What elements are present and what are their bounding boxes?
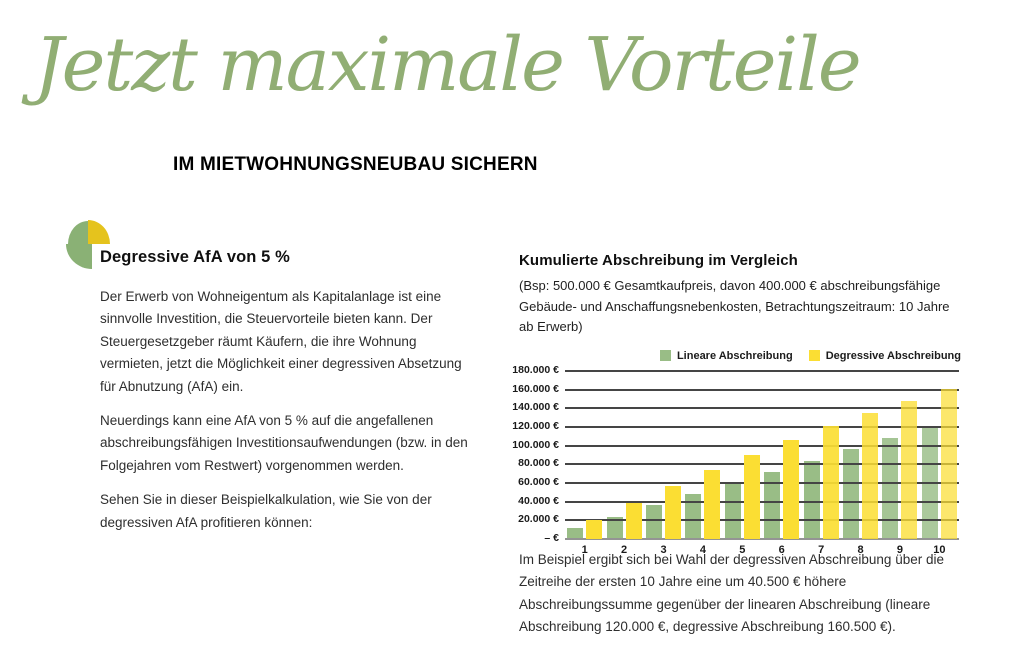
leaf-bottom-green (66, 244, 92, 269)
bar-degressive (941, 389, 957, 539)
chart-subtitle: (Bsp: 500.000 € Gesamtkaufpreis, davon 400.000 € abschreibungsfähige Gebäude- und Anschaffungsnebenkosten, Betrachtungszeitraum: 10 Jahre ab Erwerb) (519, 278, 950, 334)
x-axis-label: 5 (739, 543, 746, 556)
bar-group (604, 371, 643, 539)
bar-degressive (586, 520, 602, 539)
x-axis-label: 6 (778, 543, 785, 556)
y-axis-label: 40.000 € (518, 494, 559, 507)
chart-legend (519, 350, 961, 362)
bar-group (723, 371, 762, 539)
legend-label-linear: Lineare Abschreibung (676, 349, 793, 362)
grid-line (565, 519, 959, 521)
bar-group (920, 371, 959, 539)
y-axis-label: 80.000 € (518, 456, 559, 469)
x-axis-label: 9 (896, 543, 904, 556)
legend-item-linear (660, 350, 793, 362)
grid-line (565, 463, 959, 465)
page-subtitle: IM MIETWOHNUNGSNEUBAU SICHERN (173, 154, 538, 175)
y-axis-label: 60.000 € (518, 475, 559, 488)
x-axis-label: 10 (933, 543, 946, 556)
bar-degressive (862, 413, 878, 539)
bar-degressive (744, 455, 760, 539)
grid-line (565, 445, 959, 447)
grid-line (565, 538, 959, 540)
y-axis-label: 120.000 € (512, 419, 559, 432)
legend-swatch-linear (660, 350, 671, 361)
bar-degressive (823, 426, 839, 539)
bar-linear (646, 505, 662, 539)
y-axis-label: 160.000 € (512, 382, 559, 395)
chart-area (512, 363, 959, 556)
section-heading: Degressive AfA von 5 % (100, 248, 290, 266)
bar-linear (725, 483, 741, 539)
x-axis-label: 7 (818, 543, 825, 556)
leaf-top-right-yellow (88, 220, 110, 244)
legend-item-degressive (809, 350, 961, 362)
x-axis-label: 3 (660, 543, 667, 556)
y-axis-label: 20.000 € (518, 512, 559, 525)
chart-title: Kumulierte Abschreibung im Vergleich (519, 252, 798, 269)
grid-line (565, 482, 959, 484)
bar-group (801, 371, 840, 539)
bar-degressive (901, 401, 917, 539)
bars-container (565, 371, 959, 539)
y-axis-label: – € (544, 531, 559, 544)
y-axis-labels (512, 363, 559, 544)
y-axis-label: 180.000 € (512, 363, 559, 376)
legend-swatch-degressive (809, 350, 820, 361)
bar-group (644, 371, 683, 539)
y-axis-label: 140.000 € (512, 400, 559, 413)
bar-degressive (783, 440, 799, 539)
body-paragraph-1: Der Erwerb von Wohneigentum als Kapitalanlage ist eine sinnvolle Investition, die Steuervorteile bieten kann. Der Steuergesetzgeber räumt Käufern, die ihre Wohnung vermieten, jetzt die Möglichkeit einer degressiven Absetzung für Abnutzung (AfA) ein. (100, 289, 462, 394)
y-axis-label: 100.000 € (512, 438, 559, 451)
bar-degressive (704, 470, 720, 539)
page-title-script: Jetzt maximale Vorteile (34, 22, 860, 108)
grid-line (565, 389, 959, 391)
plot-area (512, 363, 959, 544)
bar-group (762, 371, 801, 539)
grid-line (565, 370, 959, 372)
bar-group (683, 371, 722, 539)
bar-degressive (626, 503, 642, 539)
chart-footnote: Im Beispiel ergibt sich bei Wahl der degressiven Abschreibung über die Zeitreihe der ersten 10 Jahre eine um 40.500 € höhere Abschreibungssumme gegenüber der linearen Abschreibung (lineare Abschreibung 120.000 €, degressive Abschreibung 160.500 €). (519, 552, 944, 635)
grid-line (565, 501, 959, 503)
body-paragraph-3: Sehen Sie in dieser Beispielkalkulation, wie Sie von der degressiven AfA profitieren können: (100, 492, 432, 530)
x-axis-label: 1 (581, 543, 588, 556)
grid-line (565, 426, 959, 428)
left-column (100, 248, 468, 546)
leaf-top-left-green (68, 221, 88, 244)
x-axis-label: 8 (857, 543, 864, 556)
x-axis-label: 4 (699, 543, 706, 556)
bar-degressive (665, 486, 681, 539)
bar-linear (804, 461, 820, 539)
bar-group (841, 371, 880, 539)
chart-section (512, 252, 961, 556)
grid-line (565, 407, 959, 409)
body-paragraph-2: Neuerdings kann eine AfA von 5 % auf die angefallenen abschreibungsfähigen Investitionsaufwendungen (bzw. in den Folgejahren vom Restwert) vorgenommen werden. (100, 413, 468, 473)
bar-linear (882, 438, 898, 539)
legend-label-degressive: Degressive Abschreibung (825, 349, 961, 362)
bar-group (565, 371, 604, 539)
bar-group (880, 371, 919, 539)
x-axis-label: 2 (621, 543, 628, 556)
